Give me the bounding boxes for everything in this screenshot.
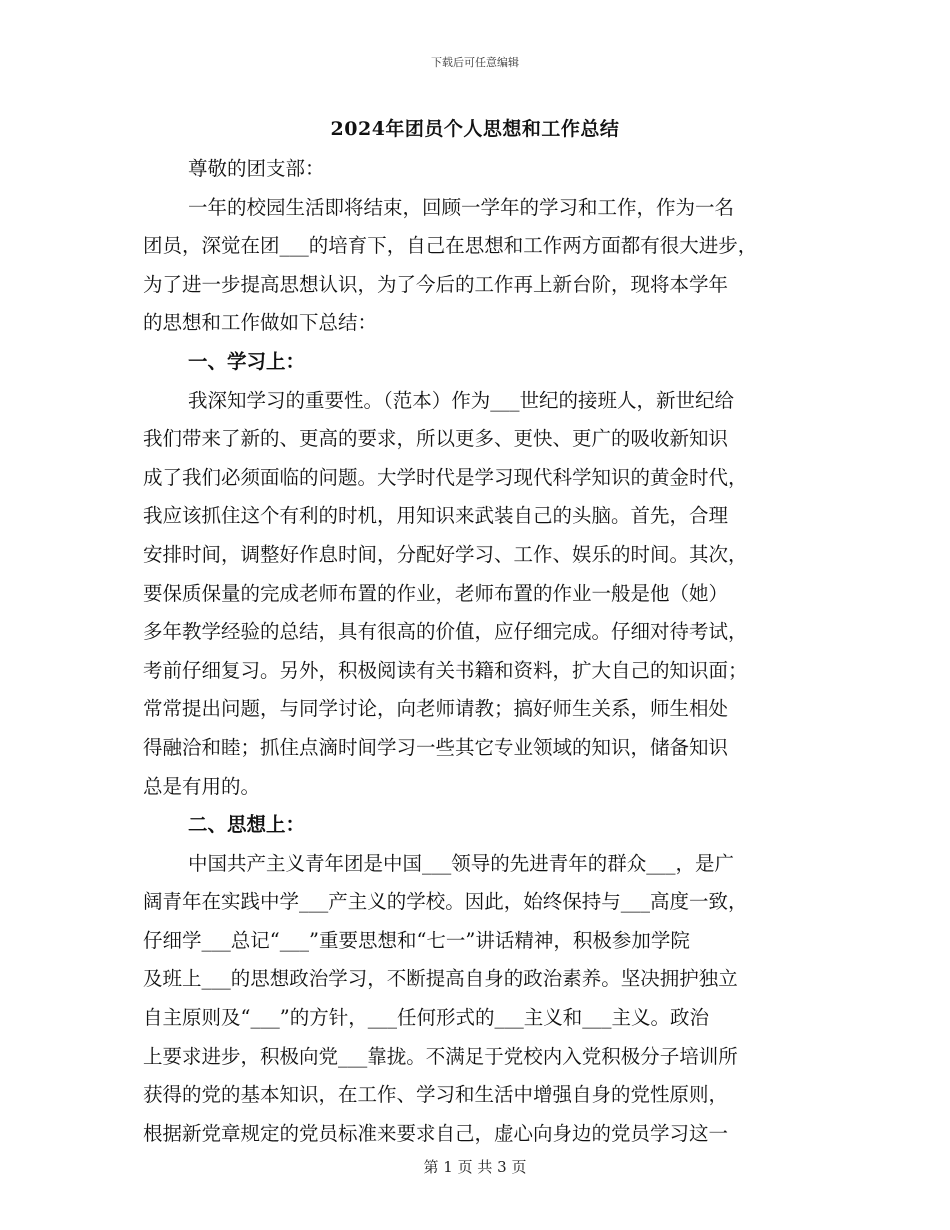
text-line: 安排时间，调整好作息时间，分配好学习、工作、娱乐的时间。其次， bbox=[143, 542, 748, 566]
section-heading: 一、学习上： bbox=[188, 349, 306, 373]
text-line: 常常提出问题，与同学讨论，向老师请教；搞好师生关系，师生相处 bbox=[143, 697, 729, 721]
page-number: 第 1 页 共 3 页 bbox=[423, 1158, 527, 1176]
text-line: 得融洽和睦；抓住点滴时间学习一些其它专业领域的知识，储备知识 bbox=[143, 735, 729, 759]
text-line: 多年教学经验的总结，具有很高的价值，应仔细完成。仔细对待考试， bbox=[143, 620, 748, 644]
text-line: 仔细学___总记“___”重要思想和“七一”讲话精神，积极参加学院 bbox=[143, 928, 690, 952]
text-line: 自主原则及“___”的方针，___任何形式的___主义和___主义。政治 bbox=[143, 1006, 709, 1030]
document-title: 2024年团员个人思想和工作总结 bbox=[330, 118, 620, 140]
text-line: 获得的党的基本知识，在工作、学习和生活中增强自身的党性原则， bbox=[143, 1083, 729, 1107]
text-line: 要保质保量的完成老师布置的作业，老师布置的作业一般是他（她） bbox=[143, 581, 729, 605]
text-line: 我应该抓住这个有利的时机，用知识来武装自己的头脑。首先，合理 bbox=[143, 504, 729, 528]
text-line: 根据新党章规定的党员标准来要求自己，虚心向身边的党员学习这一 bbox=[143, 1121, 729, 1145]
text-line: 尊敬的团支部： bbox=[188, 157, 325, 180]
text-line: 我深知学习的重要性。（范本）作为___世纪的接班人，新世纪给 bbox=[188, 388, 735, 412]
text-line: 成了我们必须面临的问题。大学时代是学习现代科学知识的黄金时代， bbox=[143, 465, 748, 489]
text-line: 一年的校园生活即将结束，回顾一学年的学习和工作，作为一名 bbox=[188, 195, 735, 219]
text-line: 中国共产主义青年团是中国___领导的先进青年的群众___，是广 bbox=[188, 851, 735, 875]
text-line: 及班上___的思想政治学习，不断提高自身的政治素养。坚决拥护独立 bbox=[143, 967, 738, 991]
text-line: 的思想和工作做如下总结： bbox=[143, 311, 378, 335]
text-line: 考前仔细复习。另外，积极阅读有关书籍和资料，扩大自己的知识面； bbox=[143, 658, 748, 682]
text-line: 上要求进步，积极向党___靠拢。不满足于党校内入党积极分子培训所 bbox=[143, 1044, 738, 1068]
text-line: 我们带来了新的、更高的要求，所以更多、更快、更广的吸收新知识 bbox=[143, 427, 729, 451]
section-heading: 二、思想上： bbox=[188, 813, 306, 837]
text-line: 团员，深觉在团___的培育下，自己在思想和工作两方面都有很大进步， bbox=[143, 234, 758, 258]
text-line: 总是有用的。 bbox=[143, 774, 261, 798]
page-header-note: 下载后可任意编辑 bbox=[431, 56, 519, 69]
document-body bbox=[143, 150, 813, 1153]
text-line: 为了进一步提高思想认识，为了今后的工作再上新台阶，现将本学年 bbox=[143, 272, 729, 296]
text-line: 阔青年在实践中学___产主义的学校。因此，始终保持与___高度一致， bbox=[143, 890, 748, 914]
